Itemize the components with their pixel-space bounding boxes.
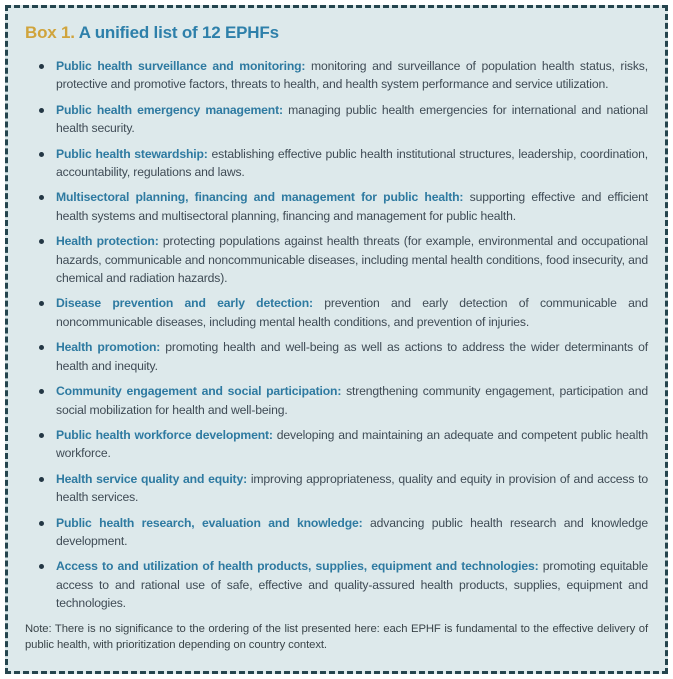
bullet-icon — [39, 152, 44, 157]
list-item — [25, 557, 648, 612]
bullet-icon — [39, 345, 44, 350]
ephf-description: promoting equitable access to and rational use of safe, effective and quality-assured health products, supplies, equipment and technologies. — [56, 559, 648, 611]
bullet-icon — [39, 433, 44, 438]
ephf-term: Health promotion: — [56, 340, 161, 355]
bullet-icon — [39, 301, 44, 306]
list-item-text — [56, 382, 648, 419]
list-item-text — [56, 470, 648, 507]
list-item — [25, 188, 648, 225]
list-item — [25, 514, 648, 551]
list-item — [25, 145, 648, 182]
list-item-text — [56, 232, 648, 287]
bullet-icon — [39, 477, 44, 482]
bullet-icon — [39, 521, 44, 526]
list-item — [25, 338, 648, 375]
ephf-description: strengthening community engagement, participation and social mobilization for health and well-being. — [56, 384, 648, 417]
ephf-term: Community engagement and social participation: — [56, 384, 342, 399]
bullet-icon — [39, 239, 44, 244]
box-title-text: A unified list of 12 EPHFs — [78, 23, 279, 42]
list-item — [25, 426, 648, 463]
list-item — [25, 101, 648, 138]
ephf-list — [25, 57, 648, 613]
box-1-panel — [5, 5, 668, 674]
ephf-description: developing and maintaining an adequate and competent public health workforce. — [56, 427, 648, 461]
list-item-text — [56, 57, 648, 94]
list-item — [25, 57, 648, 94]
bullet-icon — [39, 108, 44, 113]
ephf-term: Public health emergency management: — [56, 102, 283, 117]
ephf-description: managing public health emergencies for international and national health security. — [56, 102, 648, 136]
box-title — [25, 22, 648, 43]
ephf-description: prevention and early detection of communicable and noncommunicable diseases, including mental health conditions, and prevention of injuries. — [56, 296, 648, 329]
ephf-term: Health service quality and equity: — [56, 471, 247, 486]
list-item-text — [56, 338, 648, 375]
ephf-description: monitoring and surveillance of population health status, risks, protective and promotive factors, threats to health, and health system performance and service utilization. — [56, 59, 648, 92]
ephf-term: Public health research, evaluation and knowledge: — [56, 515, 363, 530]
list-item-text — [56, 101, 648, 138]
list-item-text — [56, 145, 648, 182]
list-item-text — [56, 188, 648, 225]
bullet-icon — [39, 195, 44, 200]
list-item — [25, 470, 648, 507]
list-item-text — [56, 514, 648, 551]
ephf-description: supporting effective and efficient health systems and multisectoral planning, financing and management for public health. — [56, 190, 648, 223]
bullet-icon — [39, 64, 44, 69]
ephf-term: Public health workforce development: — [56, 427, 273, 442]
ephf-description: promoting health and well-being as well as actions to address the wider determinants of health and inequity. — [56, 340, 649, 373]
ephf-term: Public health surveillance and monitoring: — [56, 59, 306, 73]
ephf-description: advancing public health research and knowledge development. — [56, 515, 648, 548]
ephf-description: establishing effective public health institutional structures, leadership, coordination, accountability, regulations and laws. — [56, 146, 648, 180]
list-item-text — [56, 294, 648, 331]
box-number-label: Box 1. — [25, 23, 75, 42]
ephf-term: Public health stewardship: — [56, 146, 208, 161]
ephf-term: Access to and utilization of health products, supplies, equipment and technologies: — [56, 559, 539, 574]
ephf-description: protecting populations against health threats (for example, environmental and occupational hazards, communicable and noncommunicable diseases, including mental health conditions, food insecurity, and chemical and radiation hazards). — [56, 234, 648, 286]
list-item — [25, 294, 648, 331]
bullet-icon — [39, 564, 44, 569]
list-item-text — [56, 557, 648, 612]
ephf-term: Disease prevention and early detection: — [56, 296, 313, 311]
list-item — [25, 382, 648, 419]
ephf-description: improving appropriateness, quality and equity in provision of and access to health services. — [56, 471, 648, 505]
bullet-icon — [39, 389, 44, 394]
footnote: Note: There is no significance to the ordering of the list presented here: each EPHF is fundamental to the effective delivery of public health, with prioritization depending on country context. — [25, 622, 648, 652]
ephf-term: Health protection: — [56, 234, 159, 249]
list-item — [25, 232, 648, 287]
list-item-text — [56, 426, 648, 463]
ephf-term: Multisectoral planning, financing and management for public health: — [56, 190, 464, 205]
